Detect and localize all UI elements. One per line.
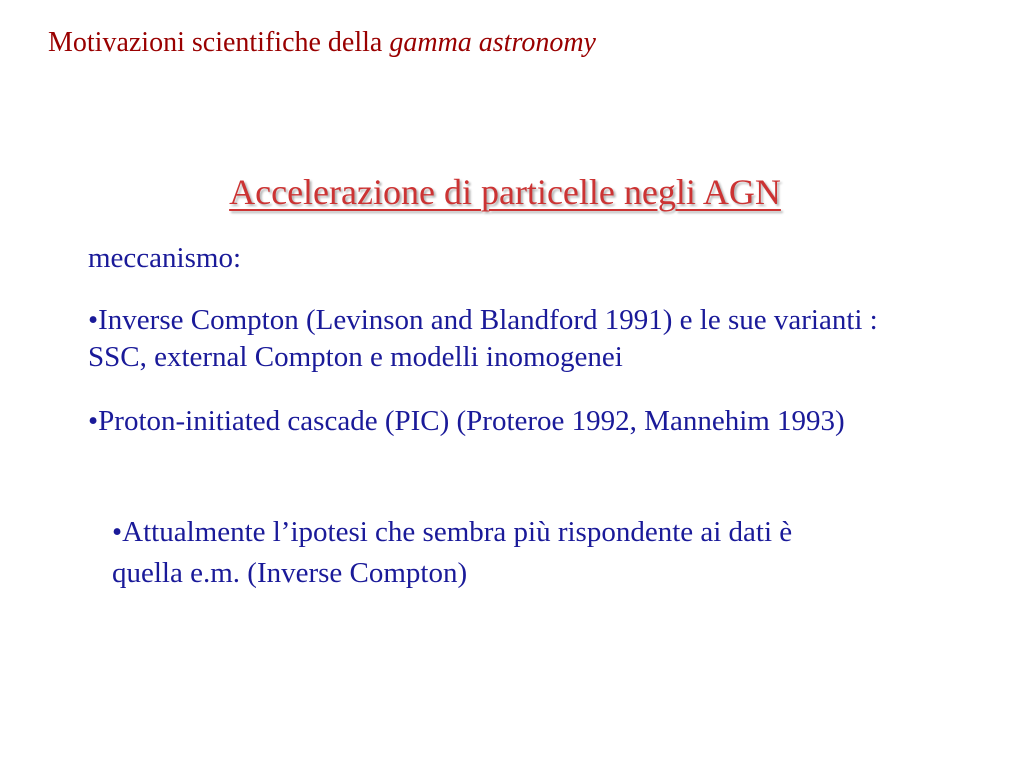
slide-subtitle: Accelerazione di particelle negli AGN xyxy=(229,172,781,212)
bullet-proton-cascade: •Proton-initiated cascade (PIC) (Proteroe 1992, Mannehim 1993) xyxy=(88,405,845,437)
lead-text: meccanismo: xyxy=(88,242,242,274)
bullet-inverse-compton: •Inverse Compton (Levinson and Blandford 1991) e le sue varianti : SSC, external Compton e modelli inomogenei xyxy=(88,304,878,373)
slide-header xyxy=(48,26,596,60)
header-title-plain: Motivazioni scientifiche della xyxy=(48,27,383,58)
conclusion-note: •Attualmente l’ipotesi che sembra più rispondente ai dati è quella e.m. (Inverse Compton) xyxy=(112,516,793,589)
header-title-italic: gamma astronomy xyxy=(389,27,596,58)
